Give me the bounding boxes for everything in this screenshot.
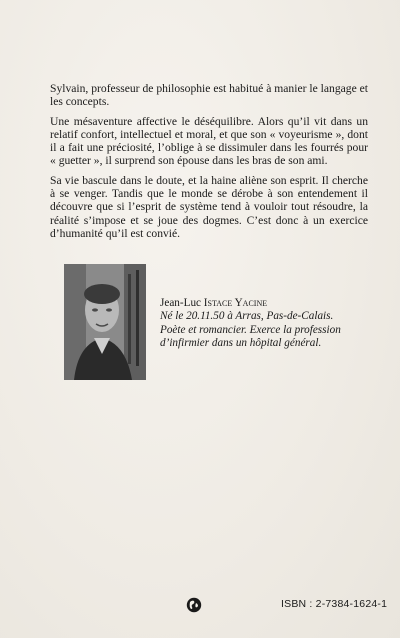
- blurb-paragraph-3: Sa vie bascule dans le doute, et la haine aliène son esprit. Il cherche à se venger. Tandis que le monde se dérobe à son entendement il découvre que si l’esprit de système tend à vouloir tout résoudre, la réalité s’impose et se joue des dogmes. C’est donc à un exercice d’humanité qu’il est convié.: [50, 173, 368, 240]
- blurb-paragraph-1: Sylvain, professeur de philosophie est habitué à manier le langage et les concepts.: [50, 82, 368, 109]
- author-first-name: Jean-Luc: [160, 297, 201, 309]
- author-bio-block: [160, 297, 360, 351]
- blurb-text: [50, 82, 368, 246]
- author-portrait-image: [64, 264, 146, 380]
- blurb-paragraph-2: Une mésaventure affective le déséquilibre. Alors qu’il vit dans un relatif confort, intellectuel et moral, et que son « voyeurisme », dont il a fait une préciosité, l’oblige à se dissimuler dans les fourrés pour « guetter », il surprend son épouse dans les bras de son ami.: [50, 114, 368, 168]
- author-last-name: Istace Yacine: [203, 297, 268, 309]
- globe-logo-icon: [186, 597, 202, 613]
- isbn: ISBN : 2-7384-1624-1: [281, 598, 388, 610]
- author-bio: Né le 20.11.50 à Arras, Pas-de-Calais. Poète et romancier. Exerce la profession d’infirmier dans un hôpital général.: [160, 310, 341, 350]
- author-photo: [64, 264, 146, 380]
- author-name: [160, 297, 360, 310]
